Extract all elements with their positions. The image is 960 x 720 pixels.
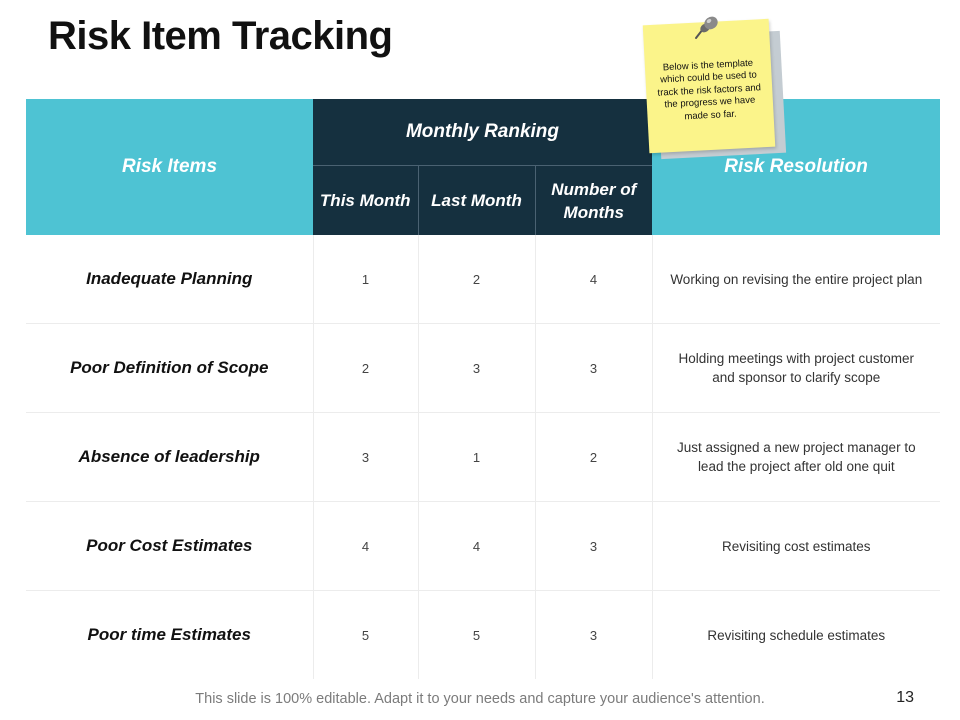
risk-resolution: Holding meetings with project customer and sponsor to clarify scope	[652, 324, 940, 413]
last-month-rank: 4	[418, 502, 535, 591]
header-this-month: This Month	[313, 166, 418, 236]
number-of-months: 3	[535, 591, 652, 680]
this-month-rank: 5	[313, 591, 418, 680]
slide-title: Risk Item Tracking	[48, 14, 393, 58]
header-number-of-months: Number of Months	[535, 166, 652, 236]
this-month-rank: 4	[313, 502, 418, 591]
risk-resolution: Revisiting cost estimates	[652, 502, 940, 591]
sticky-note-text: Below is the template which could be used to track the risk factors and the progress we have made so far.	[657, 57, 762, 123]
risk-item-name: Poor Definition of Scope	[26, 324, 313, 413]
this-month-rank: 2	[313, 324, 418, 413]
number-of-months: 3	[535, 502, 652, 591]
risk-item-name: Absence of leadership	[26, 413, 313, 502]
number-of-months: 4	[535, 235, 652, 324]
table-row	[26, 235, 940, 324]
risk-resolution: Working on revising the entire project plan	[652, 235, 940, 324]
slide-footer-note: This slide is 100% editable. Adapt it to your needs and capture your audience's attention.	[195, 691, 765, 707]
last-month-rank: 3	[418, 324, 535, 413]
this-month-rank: 1	[313, 235, 418, 324]
header-risk-resolution: Risk Resolution	[652, 99, 940, 235]
last-month-rank: 2	[418, 235, 535, 324]
this-month-rank: 3	[313, 413, 418, 502]
last-month-rank: 1	[418, 413, 535, 502]
risk-item-name: Poor Cost Estimates	[26, 502, 313, 591]
table-row	[26, 502, 940, 591]
header-risk-items: Risk Items	[26, 99, 313, 235]
risk-item-name: Inadequate Planning	[26, 235, 313, 324]
table-row	[26, 591, 940, 680]
risk-table-container	[26, 99, 940, 679]
last-month-rank: 5	[418, 591, 535, 680]
number-of-months: 3	[535, 324, 652, 413]
table-row	[26, 324, 940, 413]
pushpin-icon	[690, 14, 722, 44]
risk-resolution: Revisiting schedule estimates	[652, 591, 940, 680]
page-number: 13	[896, 689, 914, 706]
number-of-months: 2	[535, 413, 652, 502]
risk-tracking-table	[26, 99, 940, 679]
sticky-note	[646, 14, 781, 154]
header-last-month: Last Month	[418, 166, 535, 236]
risk-item-name: Poor time Estimates	[87, 625, 251, 644]
header-monthly-ranking: Monthly Ranking	[313, 99, 652, 166]
table-row	[26, 413, 940, 502]
risk-resolution: Just assigned a new project manager to lead the project after old one quit	[652, 413, 940, 502]
